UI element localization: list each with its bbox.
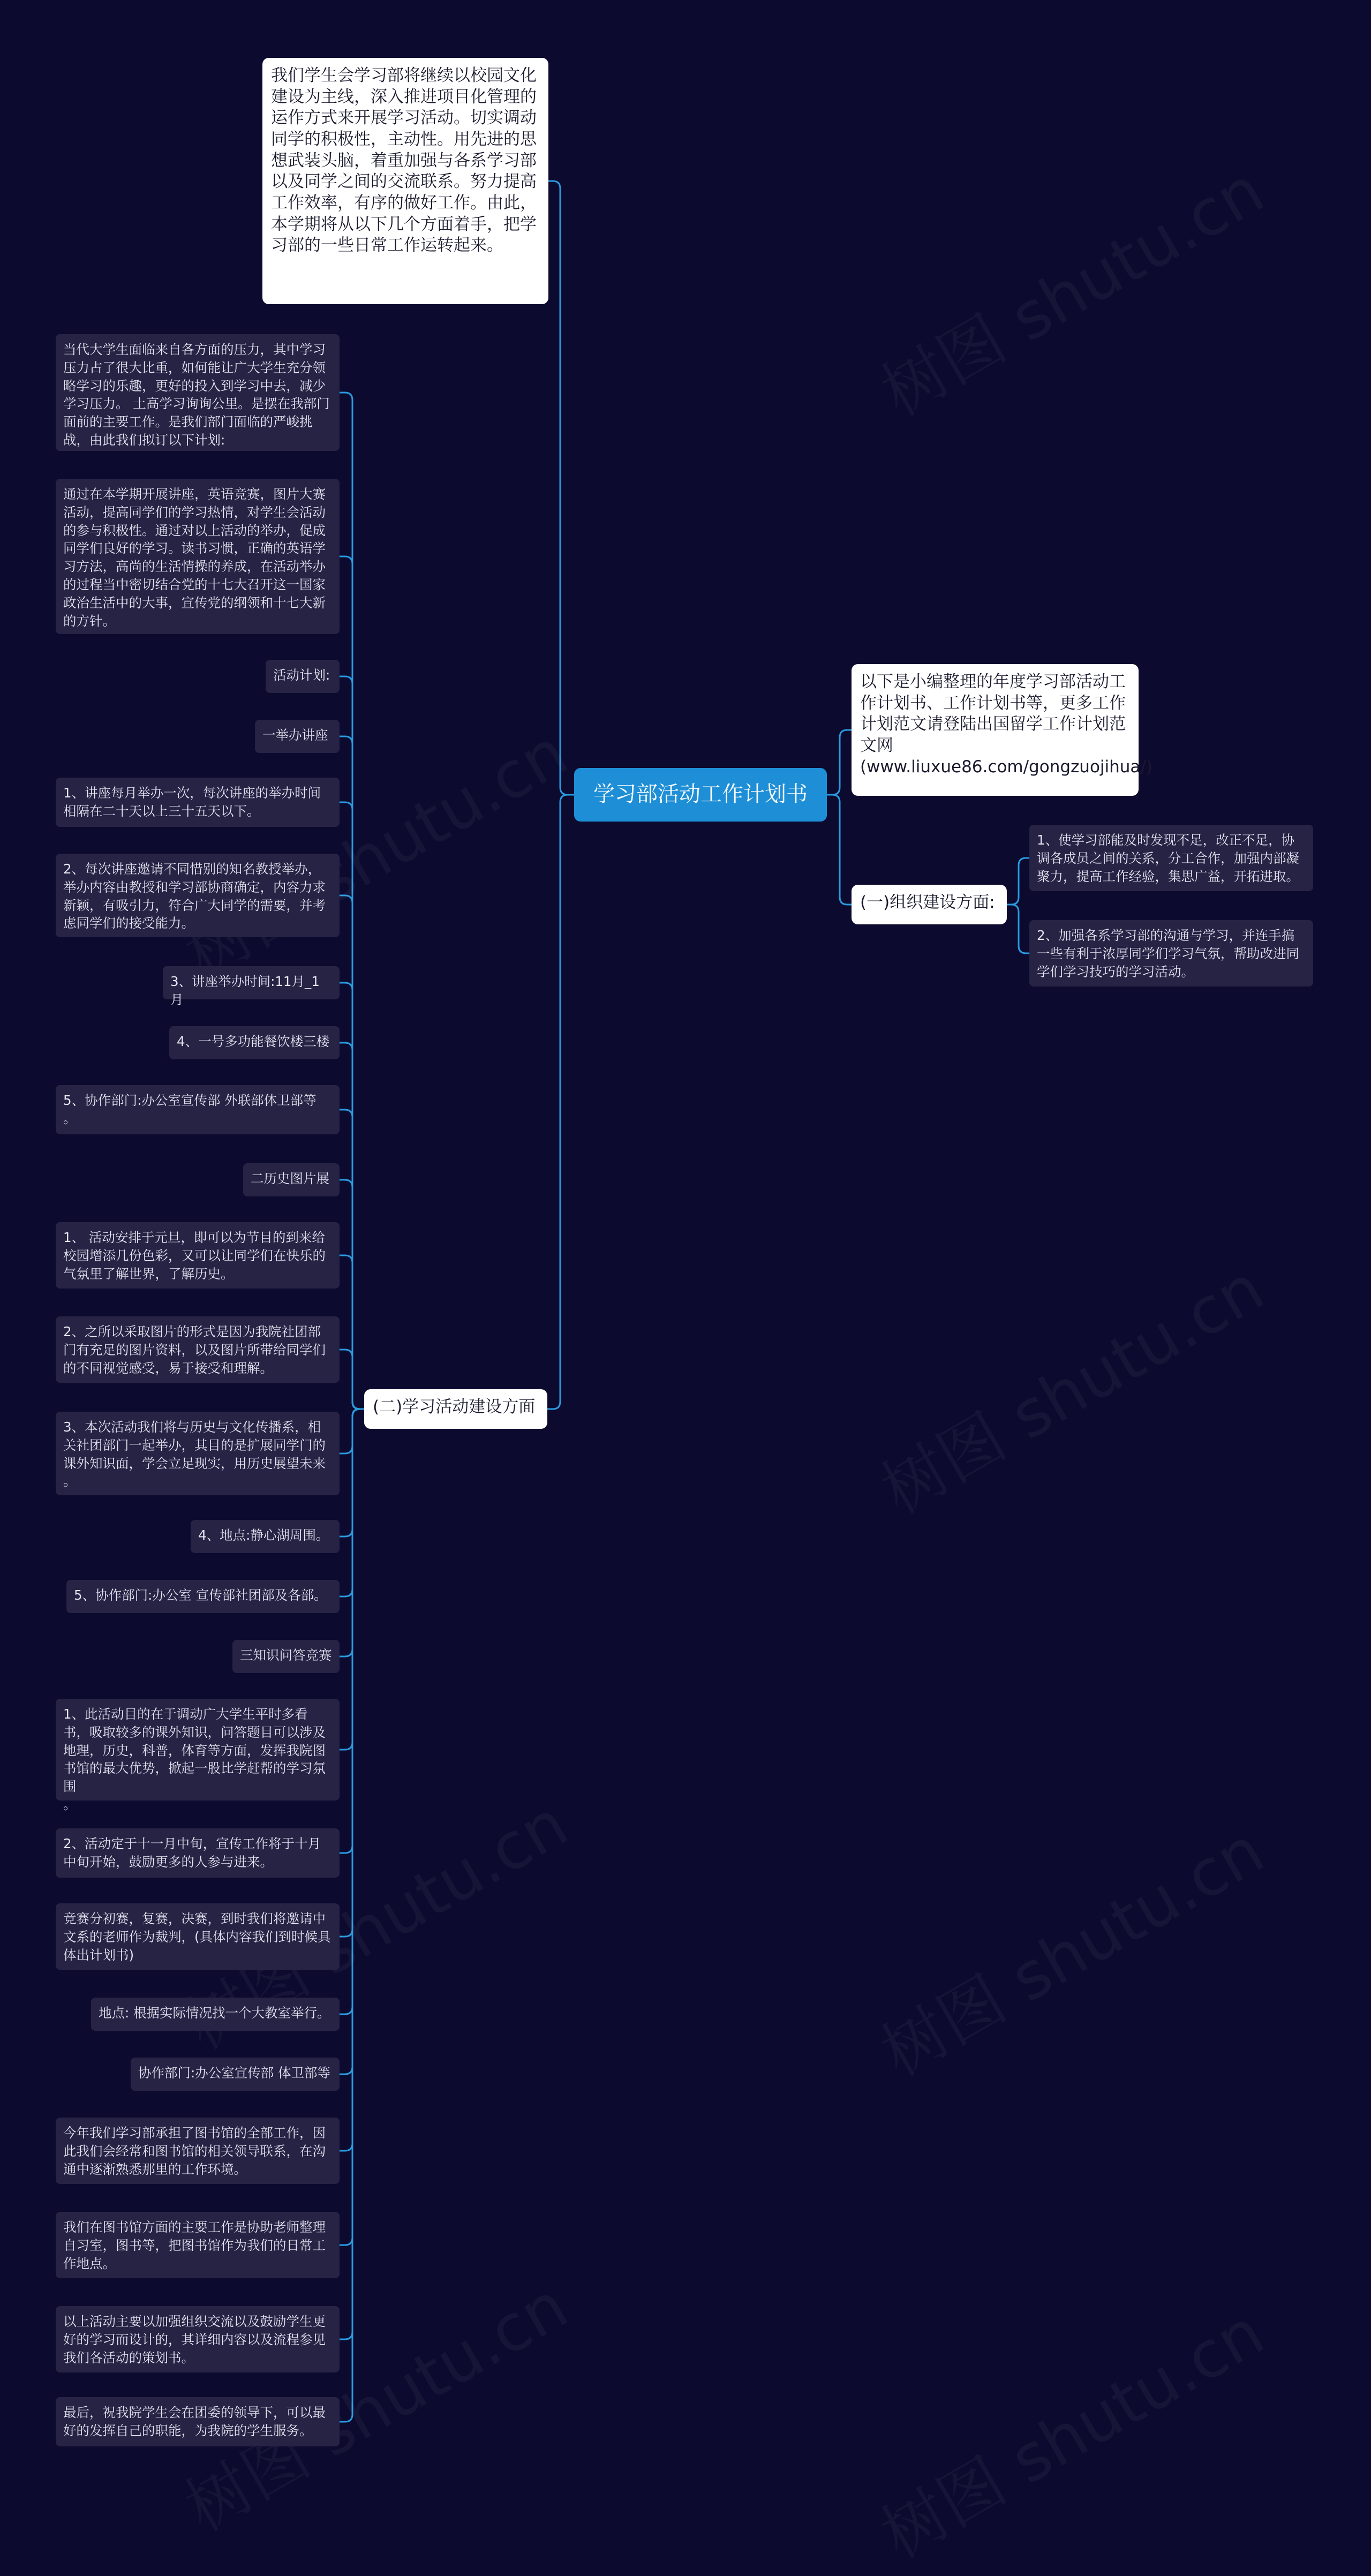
section2-item[interactable]: 5、协作部门:办公室 宣传部社团部及各部。 (66, 1580, 340, 1613)
section2-item[interactable]: 我们在图书馆方面的主要工作是协助老师整理自习室，图书等，把图书馆作为我们的日常工作地点。 (56, 2212, 340, 2278)
section2-item[interactable]: 4、地点:静心湖周围。 (191, 1520, 340, 1553)
section2-item[interactable]: 今年我们学习部承担了图书馆的全部工作，因此我们会经常和图书馆的相关领导联系，在沟通中逐渐熟悉那里的工作环境。 (56, 2118, 340, 2184)
section2-item[interactable]: 一举办讲座 (255, 720, 340, 753)
section2-item[interactable]: 5、协作部门:办公室宣传部 外联部体卫部等 。 (56, 1085, 340, 1134)
edge-root-section2 (547, 795, 574, 1409)
section2-item[interactable]: 活动计划: (266, 660, 340, 693)
edge-root-note (827, 730, 852, 795)
section2-item[interactable]: 1、讲座每月举办一次，每次讲座的举办时间相隔在二十天以上三十五天以下。 (56, 778, 340, 827)
edge-root-intro (548, 181, 574, 795)
note-node[interactable]: 以下是小编整理的年度学习部活动工作计划书、工作计划书等，更多工作计划范文请登陆出国留学工作计划范文网(www.liuxue86.com/gongzuojihua/) (852, 664, 1139, 796)
section2-item[interactable]: 1、 活动安排于元旦，即可以为节目的到来给校园增添几份色彩，又可以让同学们在快乐的气氛里了解世界，了解历史。 (56, 1222, 340, 1289)
section2-item[interactable]: 4、一号多功能餐饮楼三楼 (169, 1026, 340, 1059)
edge-section2-item (340, 1350, 364, 1409)
section1-item[interactable]: 1、使学习部能及时发现不足，改正不足，协调各成员之间的关系，分工合作，加强内部凝聚力，提高工作经验，集思广益，开拓进取。 (1029, 825, 1313, 891)
section1-item[interactable]: 2、加强各系学习部的沟通与学习，并连手搞一些有利于浓厚同学们学习气氛，帮助改进同学们学习技巧的学习活动。 (1029, 920, 1313, 986)
section2-item[interactable]: 三知识问答竞赛 (232, 1640, 340, 1673)
edge-section1-item (1007, 905, 1029, 953)
section2-item[interactable]: 3、本次活动我们将与历史与文化传播系，相关社团部门一起举办，其目的是扩展同学门的课外知识面，学会立足现实，用历史展望未来 。 (56, 1412, 340, 1495)
edge-section1-item (1007, 858, 1029, 905)
section2-item[interactable]: 2、每次讲座邀请不同惜别的知名教授举办，举办内容由教授和学习部协商确定，内容力求新颖，有吸引力，符合广大同学的需要，并考虑同学们的接受能力。 (56, 854, 340, 937)
edge-root-section1 (827, 795, 852, 905)
section2-item[interactable]: 1、此活动目的在于调动广大学生平时多看书，吸取较多的课外知识，问答题目可以涉及地理，历史，科普，体育等方面，发挥我院图书馆的最大优势，掀起一股比学赶帮的学习氛围 。 (56, 1699, 340, 1801)
section2-item[interactable]: 竞赛分初赛，复赛，决赛，到时我们将邀请中文系的老师作为裁判，(具体内容我们到时候具体出计划书) (56, 1903, 340, 1970)
section2-item[interactable]: 二历史图片展 (243, 1163, 340, 1196)
section2-item[interactable]: 协作部门:办公室宣传部 体卫部等 (131, 2058, 340, 2091)
section2-item[interactable]: 通过在本学期开展讲座，英语竞赛，图片大赛活动，提高同学们的学习热情，对学生会活动的参与积极性。通过对以上活动的举办，促成同学们良好的学习。读书习惯，正确的英语学习方法，高尚的生活情操的养成，在活动举办的过程当中密切结合党的十七大召开这一国家政治生活中的大事，宣传党的纲领和十七大新的方针。 (56, 479, 340, 634)
root-topic[interactable]: 学习部活动工作计划书 (574, 768, 827, 822)
section1-node[interactable]: (一)组织建设方面: (852, 885, 1007, 924)
section2-item[interactable]: 2、活动定于十一月中旬，宣传工作将于十月中旬开始，鼓励更多的人参与进来。 (56, 1828, 340, 1878)
section2-node[interactable]: (二)学习活动建设方面 (364, 1389, 547, 1429)
intro-node[interactable]: 我们学生会学习部将继续以校园文化建设为主线，深入推进项目化管理的运作方式来开展学习活动。切实调动同学的积极性，主动性。用先进的思想武装头脑，着重加强与各系学习部以及同学之间的交流联系。努力提高工作效率，有序的做好工作。由此，本学期将从以下几个方面着手，把学习部的一些日常工作运转起来。 (262, 58, 548, 304)
section2-item[interactable]: 3、讲座举办时间:11月_1月 (163, 966, 340, 999)
section2-item[interactable]: 当代大学生面临来自各方面的压力，其中学习压力占了很大比重，如何能让广大学生充分领略学习的乐趣，更好的投入到学习中去，减少学习压力。 土高学习询询公里。是摆在我部门面前的主要工作。是我们部门面临的严峻挑战，由此我们拟订以下计划: (56, 334, 340, 451)
section2-item[interactable]: 地点: 根据实际情况找一个大教室举行。 (91, 1998, 340, 2031)
section2-item[interactable]: 以上活动主要以加强组织交流以及鼓励学生更好的学习而设计的，其详细内容以及流程参见我们各活动的策划书。 (56, 2306, 340, 2372)
section2-item[interactable]: 最后，祝我院学生会在团委的领导下，可以最好的发挥自己的职能，为我院的学生服务。 (56, 2397, 340, 2446)
section2-item[interactable]: 2、之所以采取图片的形式是因为我院社团部门有充足的图片资料，以及图片所带给同学们的不同视觉感受，易于接受和理解。 (56, 1316, 340, 1383)
